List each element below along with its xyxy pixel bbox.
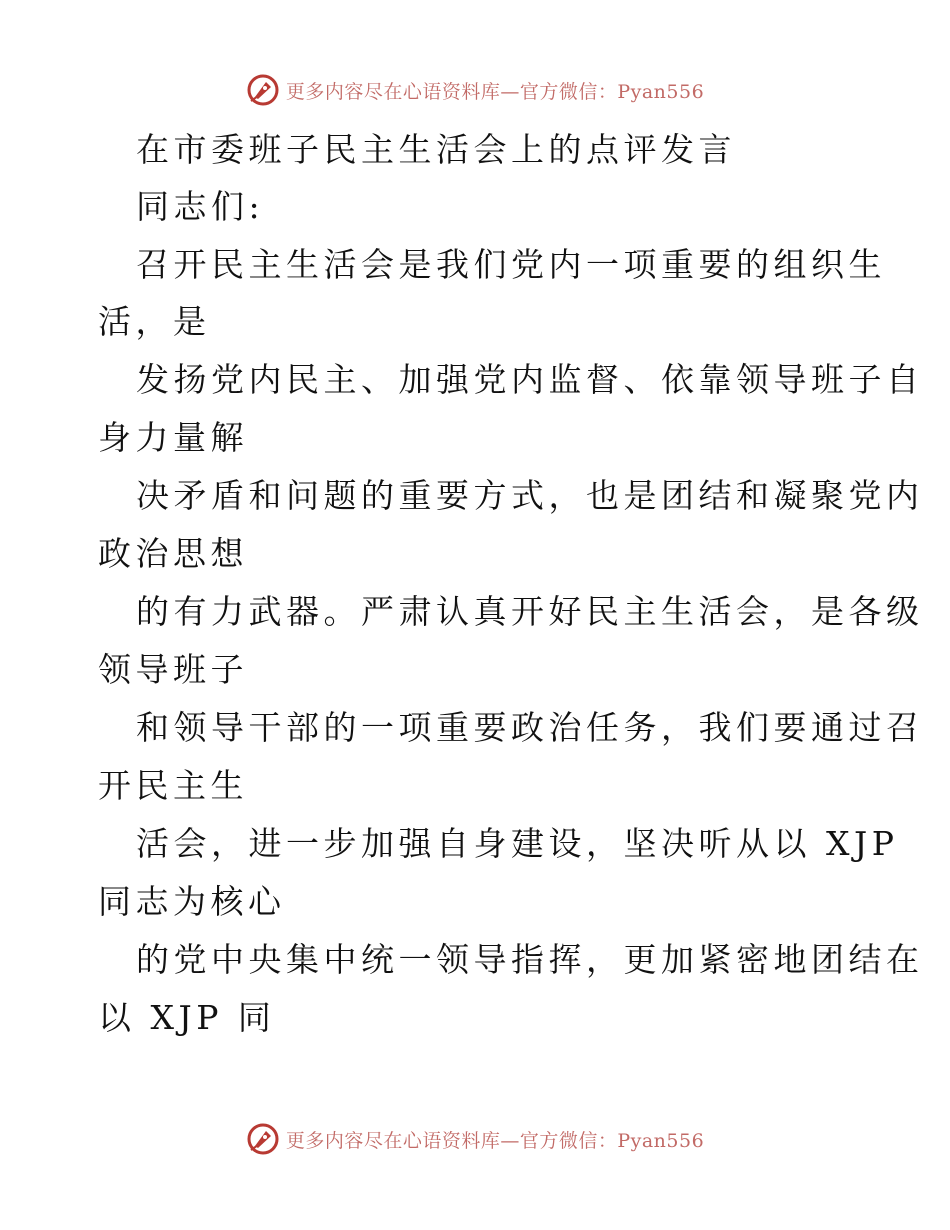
salutation: 同志们:: [136, 187, 265, 226]
header-banner: [0, 70, 950, 110]
paragraph-line: 政治思想: [98, 534, 248, 573]
paragraph-line: 同志为核心: [98, 882, 286, 921]
paragraph-line: 活会，进一步加强自身建设，坚决听从以 XJP: [136, 824, 899, 863]
paragraph-line: 活，是: [98, 302, 211, 341]
header-banner-text: 更多内容尽在心语资料库—官方微信：Pyan556: [285, 80, 705, 103]
pen-nib-logo-icon: [246, 73, 280, 107]
footer-banner-text: 更多内容尽在心语资料库—官方微信：Pyan556: [285, 1129, 705, 1152]
paragraph-line: 和领导干部的一项重要政治任务，我们要通过召: [136, 708, 924, 747]
paragraph-line: 以 XJP 同: [98, 998, 276, 1037]
paragraph-line: 开民主生: [98, 766, 248, 805]
paragraph-line: 的党中央集中统一领导指挥，更加紧密地团结在: [136, 940, 924, 979]
paragraph-line: 决矛盾和问题的重要方式，也是团结和凝聚党内: [136, 476, 924, 515]
footer-banner: [0, 1119, 950, 1159]
paragraph-line: 的有力武器。严肃认真开好民主生活会，是各级: [136, 592, 924, 631]
paragraph-line: 发扬党内民主、加强党内监督、依靠领导班子自: [136, 360, 924, 399]
paragraph-line: 身力量解: [98, 418, 248, 457]
paragraph-line: 领导班子: [98, 650, 248, 689]
pen-nib-logo-icon: [246, 1122, 280, 1156]
paragraph-line: 召开民主生活会是我们党内一项重要的组织生: [136, 245, 886, 284]
document-title: 在市委班子民主生活会上的点评发言: [136, 130, 736, 169]
